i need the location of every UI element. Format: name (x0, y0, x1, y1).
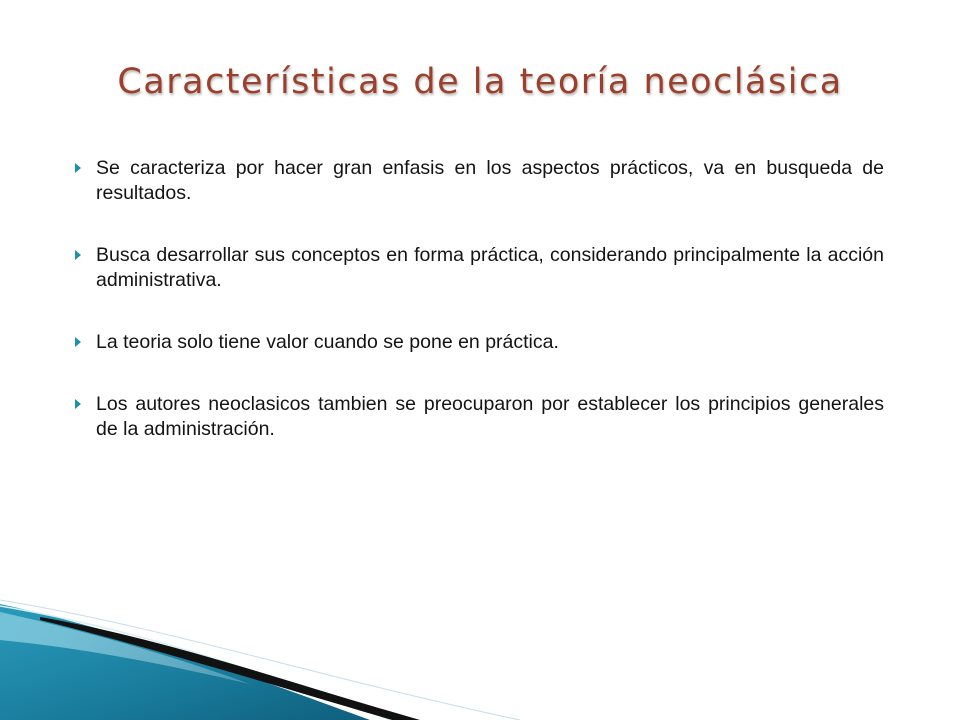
bullet-text: La teoria solo tiene valor cuando se pone en práctica. (96, 331, 559, 353)
bullet-item (72, 392, 884, 442)
triangle-right-icon (75, 337, 81, 347)
bullet-item (72, 330, 884, 355)
triangle-right-icon (75, 250, 81, 260)
triangle-right-icon (75, 163, 81, 173)
slide-title: Características de la teoría neoclásica (117, 62, 843, 102)
triangle-right-icon (75, 399, 81, 409)
dark-stroke-shape (40, 617, 420, 720)
teal-wedge-shape (0, 604, 370, 720)
bullet-text: Se caracteriza por hacer gran enfasis en los aspectos prácticos, va en busqueda de resultados. (96, 157, 884, 204)
bullet-list (72, 156, 884, 479)
bullet-item (72, 243, 884, 293)
bullet-item (72, 156, 884, 206)
highlight-line-shape (0, 606, 390, 720)
bullet-text: Los autores neoclasicos tambien se preocuparon por establecer los principios generales de la administración. (96, 393, 884, 440)
light-streak-shape (0, 612, 250, 684)
bullet-text: Busca desarrollar sus conceptos en forma práctica, considerando principalmente la acción administrativa. (96, 244, 884, 291)
pale-line-shape (0, 600, 520, 720)
